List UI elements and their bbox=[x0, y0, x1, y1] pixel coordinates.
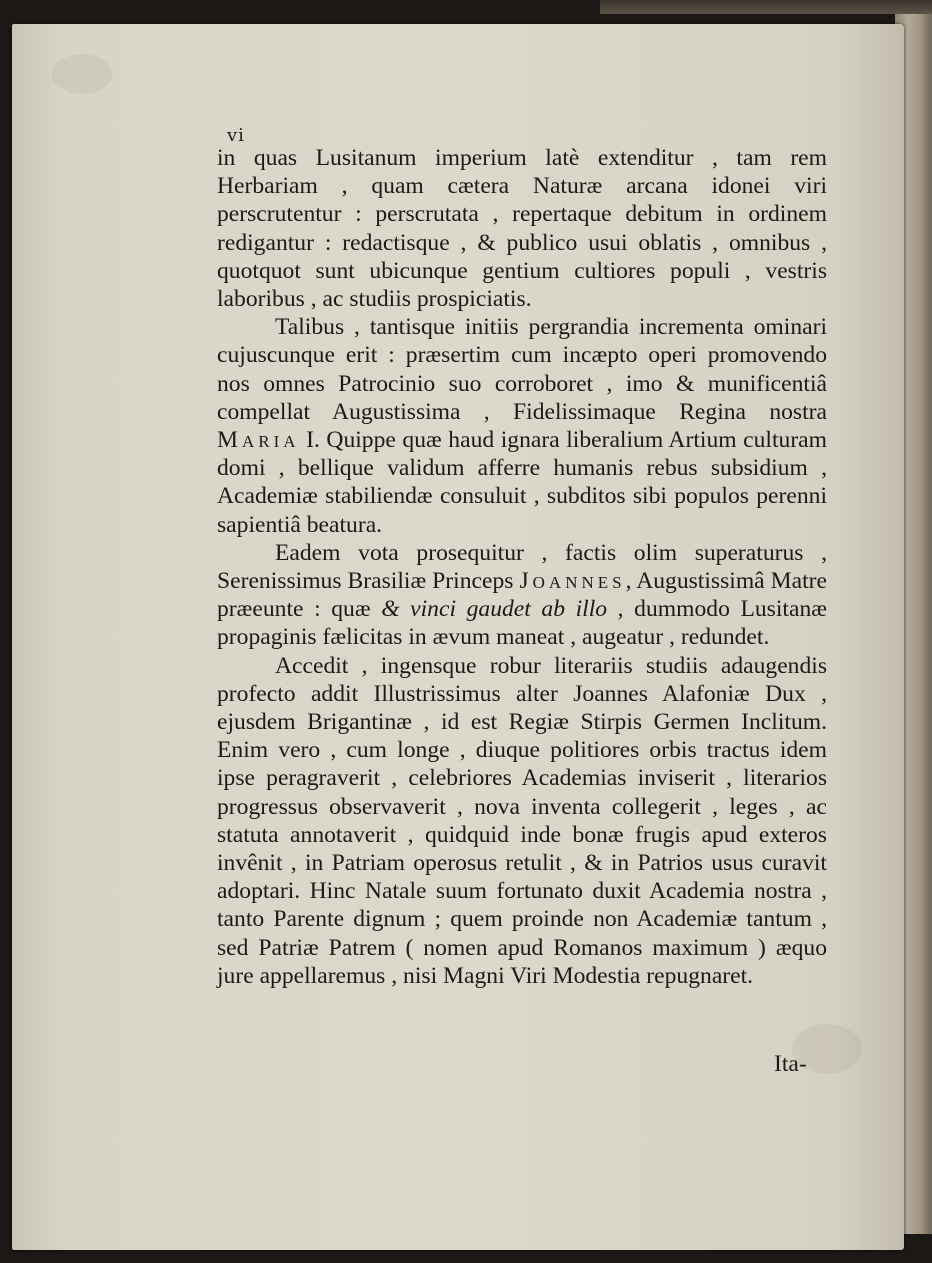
body-text bbox=[217, 144, 827, 990]
book-top-edge bbox=[600, 0, 932, 14]
text-run: , dummodo Lusitanæ propaginis fælicitas in ævum maneat , augeatur , redundet. bbox=[217, 596, 827, 651]
paragraph bbox=[217, 539, 827, 652]
text-run: Eadem vota prosequitur , factis olim superaturus , Serenissimus Brasiliæ Princeps bbox=[217, 539, 827, 595]
text-run: Accedit , ingensque robur literariis studiis adaugendis profecto addit Illustrissimus alter Joannes Alafoniæ Dux , ejusdem Brigantinæ , id est Regiæ Stirpis Germen Inclitum. Enim vero , cum longe , diuque politiores orbis tractus idem ipse peragraverit , celebriores Academias inviserit , literarios progressus observaverit , nova inventa collegerit , leges , ac statuta annotaverit , quidquid inde bonæ frugis apud exteros invênit , in Patriam operosus retulit , & in Patrios usus curavit adoptari. Hinc Natale suum fortunato duxit Academia nostra , tanto Parente dignum ; quem proinde non Academiæ tantum , sed Patriæ Patrem ( nomen apud Romanos maximum ) æquo jure appellaremus , nisi Magni Viri Modestia repugnaret. bbox=[217, 652, 827, 989]
page-number: vi bbox=[227, 125, 245, 146]
paper-stain bbox=[52, 54, 112, 94]
text-run: , Augustissimâ Matre præeunte : quæ bbox=[217, 568, 827, 623]
paragraph bbox=[217, 652, 827, 990]
paragraph bbox=[217, 313, 827, 539]
name-smallcaps: Maria bbox=[217, 427, 300, 454]
text-run: in quas Lusitanum imperium latè extenditur , tam rem Herbariam , quam cætera Naturæ arcana idonei viri perscrutentur : perscrutata , repertaque debitum in ordinem redigantur : redactisque , & publico usui oblatis , omnibus , quotquot sunt ubicunque gentium cultiores populi , vestris laboribus , ac studiis prospiciatis. bbox=[217, 145, 827, 313]
text-run: I. Quippe quæ haud ignara liberalium Artium culturam domi , bellique validum afferre humanis rebus subsidium , Academiæ stabiliendæ consuluit , subditos sibi populos perenni sapientiâ beatura. bbox=[217, 427, 827, 538]
text-run: Talibus , tantisque initiis pergrandia incrementa ominari cujuscunque erit : præsertim cum incæpto operi promovendo nos omnes Patrocinio suo corroboret , imo & munificentiâ compellat Augustissima , Fidelissimaque Regina nostra bbox=[217, 314, 827, 425]
italic-quote: & vinci gaudet ab illo bbox=[381, 596, 608, 623]
paragraph bbox=[217, 144, 827, 313]
name-smallcaps: Joannes bbox=[519, 568, 626, 595]
catchword: Ita- bbox=[774, 1051, 807, 1077]
